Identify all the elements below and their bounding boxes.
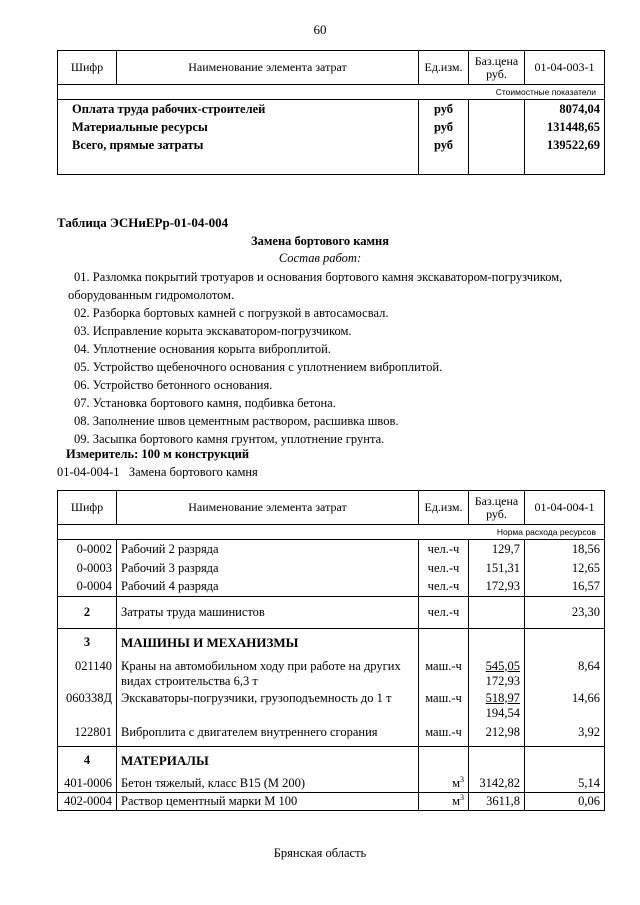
row-unit-sup: 3 bbox=[460, 793, 464, 803]
work-item: оборудованным гидромолотом. bbox=[68, 288, 235, 302]
work-item: 04. Уплотнение основания корыта виброплитой. bbox=[74, 342, 331, 356]
work-item: 06. Устройство бетонного основания. bbox=[74, 378, 273, 392]
row-code: 060338Д bbox=[58, 689, 117, 721]
row-price: 151,31 bbox=[469, 559, 525, 578]
section-title: МАТЕРИАЛЫ bbox=[117, 747, 419, 775]
row-name: Раствор цементный марки М 100 bbox=[117, 793, 419, 811]
col-base-price: Баз.цена руб. bbox=[469, 51, 525, 85]
section-code: 3 bbox=[58, 629, 117, 657]
work-title: Замена бортового камня bbox=[251, 234, 389, 248]
code-line-name: Замена бортового камня bbox=[128, 465, 258, 479]
row-value: 14,66 bbox=[525, 689, 605, 721]
row-code: 401-0006 bbox=[58, 775, 117, 793]
row-value: 131448,65 bbox=[525, 118, 605, 136]
row-unit: чел.-ч bbox=[419, 540, 469, 559]
row-price: 3142,82 bbox=[469, 775, 525, 793]
page-number: 60 bbox=[313, 22, 327, 37]
col-item: 01-04-003-1 bbox=[525, 51, 605, 85]
row-name: Бетон тяжелый, класс B15 (М 200) bbox=[117, 775, 419, 793]
row-price-secondary: 172,93 bbox=[485, 673, 520, 688]
footer-region: Брянская область bbox=[273, 846, 367, 860]
work-item: 03. Исправление корыта экскаватором-погрузчиком. bbox=[74, 324, 352, 338]
subheader: Норма расхода ресурсов bbox=[58, 525, 605, 540]
row-code: 2 bbox=[58, 597, 117, 629]
work-item: 09. Засыпка бортового камня грунтом, уплотнение грунта. bbox=[74, 432, 385, 446]
row-name: Виброплита с двигателем внутреннего сгорания bbox=[117, 721, 419, 747]
work-item: 05. Устройство щебеночного основания с уплотнением виброплитой. bbox=[74, 360, 443, 374]
row-value: 23,30 bbox=[525, 597, 605, 629]
section-code: 4 bbox=[58, 747, 117, 775]
row-unit: м bbox=[452, 776, 460, 791]
row-name: Краны на автомобильном ходу при работе на других видах строительства 6,3 т bbox=[117, 657, 419, 689]
row-value: 18,56 bbox=[525, 540, 605, 559]
col-unit: Ед.изм. bbox=[419, 491, 469, 525]
row-value: 3,92 bbox=[525, 721, 605, 747]
row-value: 5,14 bbox=[525, 775, 605, 793]
row-value: 12,65 bbox=[525, 559, 605, 578]
work-item: 07. Установка бортового камня, подбивка бетона. bbox=[74, 396, 336, 410]
work-item: 01. Разломка покрытий тротуаров и основания бортового камня экскаватором-погрузчиком, bbox=[74, 270, 563, 284]
cost-table-003 bbox=[57, 50, 605, 175]
row-name: Рабочий 3 разряда bbox=[117, 559, 419, 578]
row-price: 518,97 bbox=[485, 690, 520, 705]
row-unit: руб bbox=[419, 136, 469, 154]
row-price: 3611,8 bbox=[469, 793, 525, 811]
row-unit: маш.-ч bbox=[419, 657, 469, 689]
row-name: Оплата труда рабочих-строителей bbox=[58, 100, 419, 119]
col-unit: Ед.изм. bbox=[419, 51, 469, 85]
row-name: Затраты труда машинистов bbox=[117, 597, 419, 629]
row-unit: руб bbox=[419, 118, 469, 136]
code-line bbox=[57, 465, 258, 480]
work-composition-title: Состав работ: bbox=[278, 251, 362, 265]
row-price: 129,7 bbox=[469, 540, 525, 559]
row-name: Материальные ресурсы bbox=[58, 118, 419, 136]
row-name: Рабочий 2 разряда bbox=[117, 540, 419, 559]
row-code: 0-0002 bbox=[58, 540, 117, 559]
row-code: 021140 bbox=[58, 657, 117, 689]
row-code: 0-0003 bbox=[58, 559, 117, 578]
subheader: Стоимостные показатели bbox=[58, 85, 605, 100]
section-title: МАШИНЫ И МЕХАНИЗМЫ bbox=[117, 629, 419, 657]
row-value: 0,06 bbox=[525, 793, 605, 811]
row-name: Рабочий 4 разряда bbox=[117, 578, 419, 597]
row-code: 122801 bbox=[58, 721, 117, 747]
row-name: Экскаваторы-погрузчики, грузоподъемность до 1 т bbox=[117, 689, 419, 721]
row-price: 172,93 bbox=[469, 578, 525, 597]
row-code: 402-0004 bbox=[58, 793, 117, 811]
resource-table-004 bbox=[57, 490, 605, 811]
row-price-secondary: 194,54 bbox=[485, 705, 520, 720]
row-code: 0-0004 bbox=[58, 578, 117, 597]
work-item: 08. Заполнение швов цементным раствором, расшивка швов. bbox=[74, 414, 399, 428]
col-name: Наименование элемента затрат bbox=[117, 491, 419, 525]
row-value: 16,57 bbox=[525, 578, 605, 597]
col-name: Наименование элемента затрат bbox=[117, 51, 419, 85]
col-item: 01-04-004-1 bbox=[525, 491, 605, 525]
code-line-code: 01-04-004-1 bbox=[57, 465, 120, 479]
row-unit: маш.-ч bbox=[419, 721, 469, 747]
row-price: 212,98 bbox=[469, 721, 525, 747]
row-unit-sup: 3 bbox=[460, 775, 464, 785]
row-value: 139522,69 bbox=[525, 136, 605, 154]
row-unit: чел.-ч bbox=[419, 597, 469, 629]
row-value: 8074,04 bbox=[525, 100, 605, 119]
row-unit: м bbox=[452, 794, 460, 809]
row-value: 8,64 bbox=[525, 657, 605, 689]
row-price: 545,05 bbox=[485, 658, 520, 673]
row-name: Всего, прямые затраты bbox=[58, 136, 419, 154]
row-unit: маш.-ч bbox=[419, 689, 469, 721]
row-unit: чел.-ч bbox=[419, 559, 469, 578]
col-code: Шифр bbox=[58, 51, 117, 85]
table-label: Таблица ЭСНиЕРр-01-04-004 bbox=[57, 215, 229, 230]
row-unit: руб bbox=[419, 100, 469, 119]
work-item: 02. Разборка бортовых камней с погрузкой в автосамосвал. bbox=[74, 306, 389, 320]
col-base-price: Баз.цена руб. bbox=[469, 491, 525, 525]
row-unit: чел.-ч bbox=[419, 578, 469, 597]
meter: Измеритель: 100 м конструкций bbox=[66, 447, 250, 461]
col-code: Шифр bbox=[58, 491, 117, 525]
